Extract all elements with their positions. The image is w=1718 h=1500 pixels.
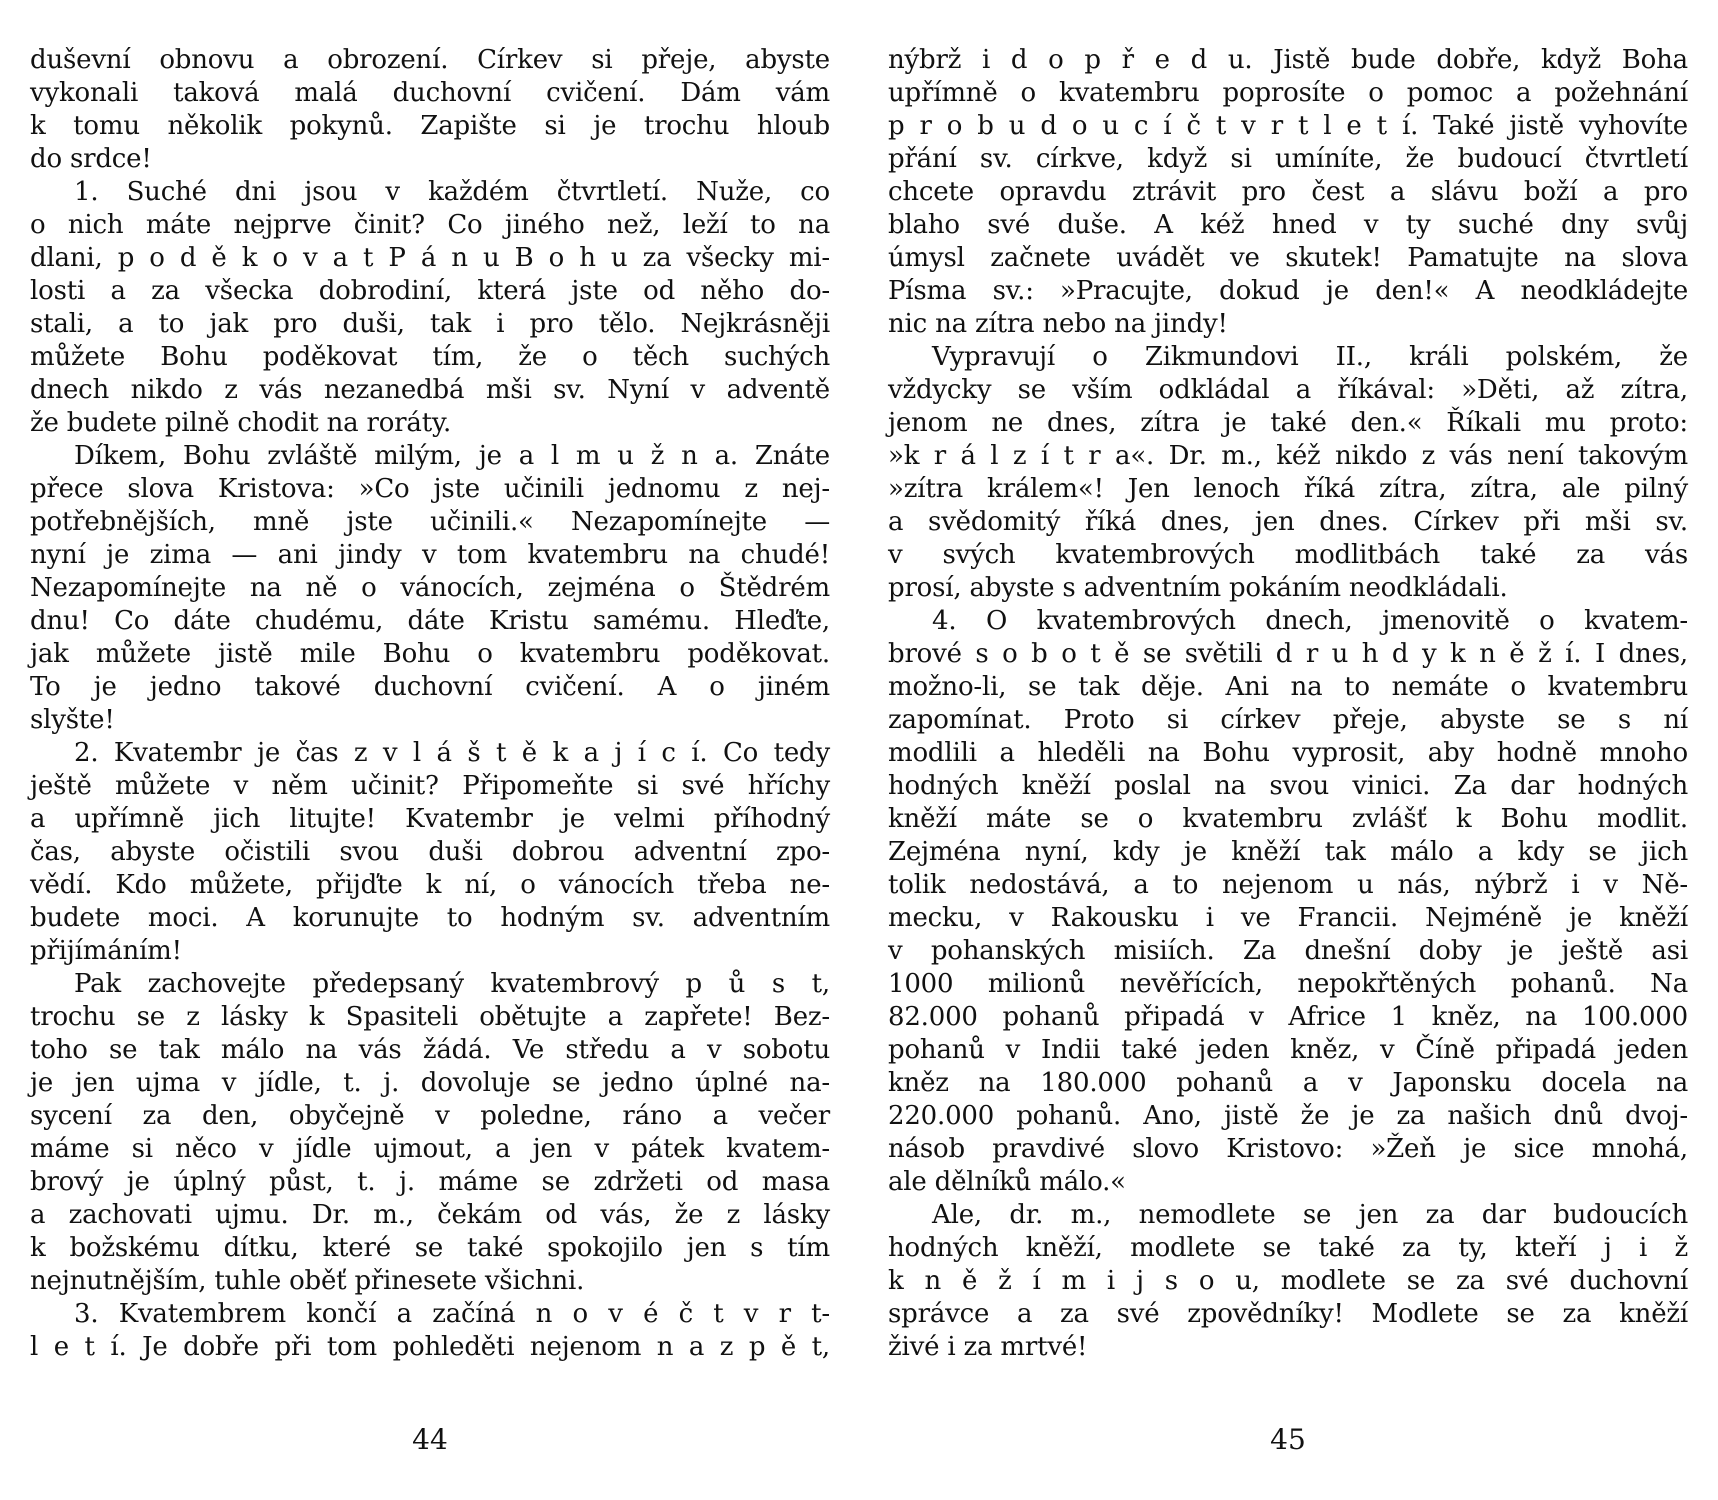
- text-line: přece slova Kristova: »Co jste učinili jednomu z nej-: [30, 474, 830, 504]
- text-line: živé i za mrtvé!: [888, 1332, 1088, 1362]
- text-line: a svědomitý říká dnes, jen dnes. Církev při mši sv.: [888, 507, 1688, 537]
- text-line: Nezapomínejte na ně o vánocích, zejména o Štědrém: [30, 573, 830, 603]
- text-line: 82.000 pohanů připadá v Africe 1 kněz, na 100.000: [888, 1002, 1688, 1032]
- text-line: k božskému dítku, které se také spokojilo jen s tím: [30, 1233, 830, 1263]
- page-number: 45: [1270, 1423, 1306, 1456]
- text-line: modlili a hleděli na Bohu vyprosit, aby hodně mnoho: [888, 738, 1688, 768]
- text-line: vědí. Kdo můžete, přijďte k ní, o vánocích třeba ne-: [30, 870, 830, 900]
- text-line: nejnutnějším, tuhle oběť přinesete všichni.: [30, 1266, 585, 1296]
- left-page: [30, 42, 830, 1482]
- text-line: tolik nedostává, a to nejenom u nás, nýbrž i v Ně-: [888, 870, 1688, 900]
- text-line: To je jedno takové duchovní cvičení. A o jiném: [30, 672, 830, 702]
- text-line: 3. Kvatembrem končí a začíná n o v é č t v r t-: [74, 1299, 830, 1329]
- text-line: je jen ujma v jídle, t. j. dovoluje se jedno úplné na-: [30, 1068, 830, 1098]
- text-line: p r o b u d o u c í č t v r t l e t í. Také jistě vyhovíte: [888, 111, 1688, 141]
- text-line: 1000 milionů nevěřících, nepokřtěných pohanů. Na: [888, 969, 1688, 999]
- text-line: nyní je zima — ani jindy v tom kvatembru na chudé!: [30, 540, 830, 570]
- text-line: »zítra králem«! Jen lenoch říká zítra, zítra, ale pilný: [888, 474, 1688, 504]
- text-line: sycení za den, obyčejně v poledne, ráno a večer: [30, 1101, 830, 1131]
- text-line: Vypravují o Zikmundovi II., králi polském, že: [932, 342, 1688, 372]
- text-line: a upřímně jich litujte! Kvatembr je velmi příhodný: [30, 804, 830, 834]
- text-line: Díkem, Bohu zvláště milým, je a l m u ž n a. Znáte: [74, 441, 830, 471]
- text-line: pohanů v Indii také jeden kněz, v Číně připadá jeden: [888, 1035, 1688, 1065]
- text-line: duševní obnovu a obrození. Církev si přeje, abyste: [30, 45, 830, 75]
- text-line: nýbrž i d o p ř e d u. Jistě bude dobře, když Boha: [888, 45, 1688, 75]
- text-line: úmysl začnete uvádět ve skutek! Pamatujte na slova: [888, 243, 1688, 273]
- page-number: 44: [412, 1423, 448, 1456]
- text-line: hodných kněží poslal na svou vinici. Za dar hodných: [888, 771, 1688, 801]
- text-line: jak můžete jistě mile Bohu o kvatembru poděkovat.: [30, 639, 830, 669]
- text-line: brový je úplný půst, t. j. máme se zdržeti od masa: [30, 1167, 830, 1197]
- text-line: vždycky se vším odkládal a říkával: »Děti, až zítra,: [888, 375, 1688, 405]
- text-line: přání sv. církve, když si umíníte, že budoucí čtvrtletí: [888, 144, 1688, 174]
- text-line: »k r á l z í t r a«. Dr. m., kéž nikdo z vás není takovým: [888, 441, 1688, 471]
- text-line: Pak zachovejte předepsaný kvatembrový p ů s t,: [74, 969, 830, 999]
- text-line: trochu se z lásky k Spasiteli obětujte a zapřete! Bez-: [30, 1002, 830, 1032]
- text-line: Písma sv.: »Pracujte, dokud je den!« A neodkládejte: [888, 276, 1688, 306]
- text-line: k n ě ž í m i j s o u, modlete se za své duchovní: [888, 1266, 1688, 1296]
- text-line: v pohanských misiích. Za dnešní doby je ještě asi: [888, 936, 1688, 966]
- text-line: 4. O kvatembrových dnech, jmenovitě o kvatem-: [932, 606, 1688, 636]
- text-line: jenom ne dnes, zítra je také den.« Říkali mu proto:: [888, 408, 1688, 438]
- text-line: Ale, dr. m., nemodlete se jen za dar budoucích: [932, 1200, 1688, 1230]
- text-line: 220.000 pohanů. Ano, jistě že je za našich dnů dvoj-: [888, 1101, 1688, 1131]
- text-line: v svých kvatembrových modlitbách také za vás: [888, 540, 1688, 570]
- text-line: přijímáním!: [30, 936, 182, 966]
- right-page: [888, 42, 1688, 1482]
- text-line: ale dělníků málo.«: [888, 1167, 1126, 1197]
- text-line: kněží máte se o kvatembru zvlášť k Bohu modlit.: [888, 804, 1688, 834]
- text-line: správce a za své zpovědníky! Modlete se za kněží: [888, 1299, 1688, 1329]
- text-line: máme si něco v jídle ujmout, a jen v pátek kvatem-: [30, 1134, 830, 1164]
- text-line: do srdce!: [30, 144, 152, 174]
- text-line: vykonali taková malá duchovní cvičení. Dám vám: [30, 78, 830, 108]
- text-line: slyšte!: [30, 705, 115, 735]
- text-line: 1. Suché dni jsou v každém čtvrtletí. Nuže, co: [74, 177, 830, 207]
- text-line: můžete Bohu poděkovat tím, že o těch suchých: [30, 342, 830, 372]
- text-line: čas, abyste očistili svou duši dobrou adventní zpo-: [30, 837, 830, 867]
- text-line: toho se tak málo na vás žádá. Ve středu a v sobotu: [30, 1035, 830, 1065]
- text-line: dlani, p o d ě k o v a t P á n u B o h u za všecky mi-: [30, 243, 830, 273]
- text-line: o nich máte nejprve činit? Co jiného než, leží to na: [30, 210, 830, 240]
- text-line: mecku, v Rakousku i ve Francii. Nejméně je kněží: [888, 903, 1688, 933]
- text-line: násob pravdivé slovo Kristovo: »Žeň je sice mnohá,: [888, 1134, 1688, 1164]
- text-line: kněz na 180.000 pohanů a v Japonsku docela na: [888, 1068, 1688, 1098]
- text-line: že budete pilně chodit na roráty.: [30, 408, 452, 438]
- text-line: a zachovati ujmu. Dr. m., čekám od vás, že z lásky: [30, 1200, 830, 1230]
- text-line: ještě můžete v něm učinit? Připomeňte si své hříchy: [30, 771, 830, 801]
- text-line: l e t í. Je dobře při tom pohleděti nejenom n a z p ě t,: [30, 1332, 830, 1362]
- text-line: prosí, abyste s adventním pokáním neodkládali.: [888, 573, 1508, 603]
- text-line: losti a za všecka dobrodiní, která jste od něho do-: [30, 276, 830, 306]
- text-line: nic na zítra nebo na jindy!: [888, 309, 1228, 339]
- text-line: stali, a to jak pro duši, tak i pro tělo. Nejkrásněji: [30, 309, 830, 339]
- text-line: potřebnějších, mně jste učinili.« Nezapomínejte —: [30, 507, 830, 537]
- text-line: zapomínat. Proto si církev přeje, abyste se s ní: [888, 705, 1688, 735]
- text-line: upřímně o kvatembru poprosíte o pomoc a požehnání: [888, 78, 1688, 108]
- text-line: 2. Kvatembr je čas z v l á š t ě k a j í c í. Co tedy: [74, 738, 830, 768]
- text-line: blaho své duše. A kéž hned v ty suché dny svůj: [888, 210, 1688, 240]
- text-line: možno-li, se tak děje. Ani na to nemáte o kvatembru: [888, 672, 1688, 702]
- text-line: chcete opravdu ztrávit pro čest a slávu boží a pro: [888, 177, 1688, 207]
- text-line: dnech nikdo z vás nezanedbá mši sv. Nyní v adventě: [30, 375, 830, 405]
- text-line: brové s o b o t ě se světili d r u h d y k n ě ž í. I dnes,: [888, 639, 1688, 669]
- text-line: budete moci. A korunujte to hodným sv. adventním: [30, 903, 830, 933]
- text-line: hodných kněží, modlete se také za ty, kteří j i ž: [888, 1233, 1688, 1263]
- text-line: dnu! Co dáte chudému, dáte Kristu samému. Hleďte,: [30, 606, 830, 636]
- text-line: Zejména nyní, kdy je kněží tak málo a kdy se jich: [888, 837, 1688, 867]
- text-line: k tomu několik pokynů. Zapište si je trochu hloub: [30, 111, 830, 141]
